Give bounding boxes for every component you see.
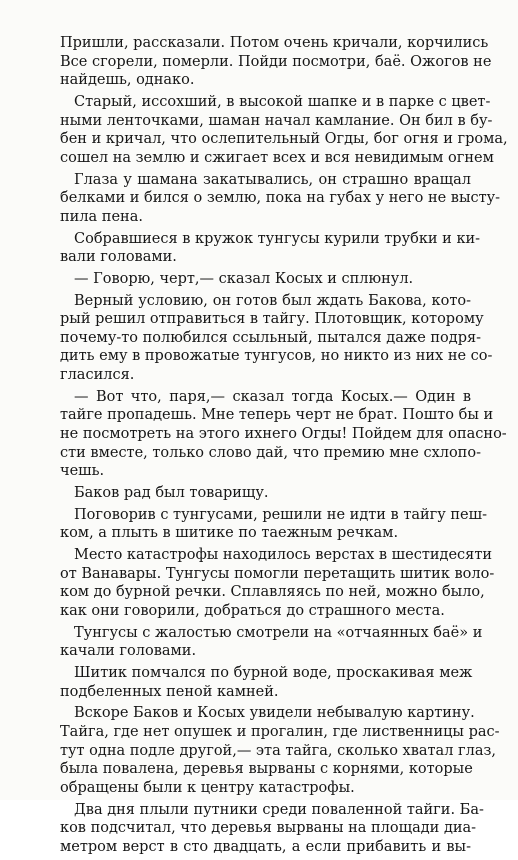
- text-line: — Говорю, черт,— сказал Косых и сплюнул.: [74, 270, 414, 287]
- paragraph: [60, 230, 481, 267]
- text-line: Верный условию, он готов был ждать Бакова, кото-: [74, 292, 471, 309]
- text-line: ными ленточками, шаман начал камлание. Он бил в бу-: [60, 112, 493, 129]
- paragraph: [60, 388, 507, 481]
- text-line: ком, а плыть в шитике по таежным речкам.: [60, 525, 399, 542]
- text-line: пила пена.: [60, 208, 143, 225]
- paragraph: [60, 292, 493, 385]
- text-line: от Ванавары. Тунгусы помогли перетащить шитик воло-: [60, 565, 495, 582]
- page-text: [60, 34, 508, 860]
- text-line: рый решил отправиться в тайгу. Плотовщик, которому: [60, 311, 484, 328]
- text-line: сти вместе, только слово дай, что премию мне схлопо-: [60, 444, 481, 461]
- text-line: Собравшиеся в кружок тунгусы курили трубки и ки-: [74, 230, 481, 247]
- paragraph: [60, 506, 488, 543]
- text-line: метром верст в сто двадцать, а если прибавить и вы-: [60, 838, 471, 855]
- text-line: вали головами.: [60, 249, 177, 266]
- text-line: не посмотреть на этого ихнего Огды! Пойдем для опасно-: [60, 426, 507, 442]
- text-line: сошел на землю и сжигает всех и вся невидимым огнем: [60, 149, 494, 166]
- text-line: Старый, иссохший, в высокой шапке и в парке с цвет-: [74, 93, 491, 110]
- paragraph: [60, 546, 495, 620]
- text-line: чешь.: [60, 463, 105, 480]
- text-line: бен и кричал, что ослепительный Огды, бог огня и грома,: [60, 131, 508, 148]
- text-line: Пришли, рассказали. Потом очень кричали, корчились: [60, 35, 489, 51]
- text-line: Тунгусы с жалостью смотрели на «отчаянных баё» и: [74, 624, 483, 641]
- text-line: почему-то полюбился ссыльный, пытался даже подря-: [60, 329, 482, 346]
- text-line: найдешь, однако.: [60, 72, 195, 89]
- paragraph: [60, 34, 492, 90]
- text-line: обращены были к центру катастрофы.: [60, 779, 355, 796]
- text-line: была повалена, деревья вырваны с корнями, которые: [60, 761, 473, 778]
- paragraph: [60, 664, 471, 701]
- text-line: гласился.: [60, 367, 135, 384]
- text-line: Шитик помчался по бурной воде, проскакивая меж: [74, 665, 473, 682]
- paragraph: [60, 801, 484, 857]
- paragraph: [60, 171, 501, 227]
- text-line: тут одна подле другой,— эта тайга, сколько хватал глаз,: [60, 742, 496, 759]
- text-line: Все сгорели, померли. Пойди посмотри, баё. Ожогов не: [60, 53, 492, 70]
- paragraph: [60, 484, 471, 503]
- text-line: ков подсчитал, что деревья вырваны на площади диа-: [60, 820, 477, 837]
- paragraph: [60, 704, 500, 797]
- text-line: Место катастрофы находилось верстах в шестидесяти: [74, 547, 493, 564]
- paragraph: [60, 93, 508, 167]
- text-line: — Вот что, паря,— сказал тогда Косых.— Один в: [74, 388, 471, 405]
- text-line: тайге пропадешь. Мне теперь черт не брат. Пошто бы и: [60, 407, 494, 424]
- text-line: Поговорив с тунгусами, решили не идти в тайгу пеш-: [74, 506, 488, 523]
- text-line: Баков рад был товарищу.: [74, 484, 269, 501]
- text-line: ком до бурной речки. Сплавляясь по ней, можно было,: [60, 584, 485, 601]
- text-line: Тайга, где нет опушек и прогалин, где лиственницы рас-: [60, 724, 500, 741]
- text-line: Глаза у шамана закатывались, он страшно вращал: [74, 171, 471, 188]
- text-line: дить ему в провожатые тунгусов, но никто из них не со-: [60, 348, 493, 365]
- text-line: качали головами.: [60, 643, 197, 660]
- paragraph: [60, 624, 483, 661]
- text-line: Два дня плыли путники среди поваленной тайги. Ба-: [74, 801, 484, 818]
- text-line: как они говорили, добраться до страшного места.: [60, 602, 445, 619]
- text-line: белками и бился о землю, пока на губах у него не высту-: [60, 190, 501, 207]
- paragraph: [60, 270, 471, 289]
- text-line: Вскоре Баков и Косых увидели небывалую картину.: [74, 705, 475, 722]
- text-line: подбеленных пеной камней.: [60, 683, 279, 700]
